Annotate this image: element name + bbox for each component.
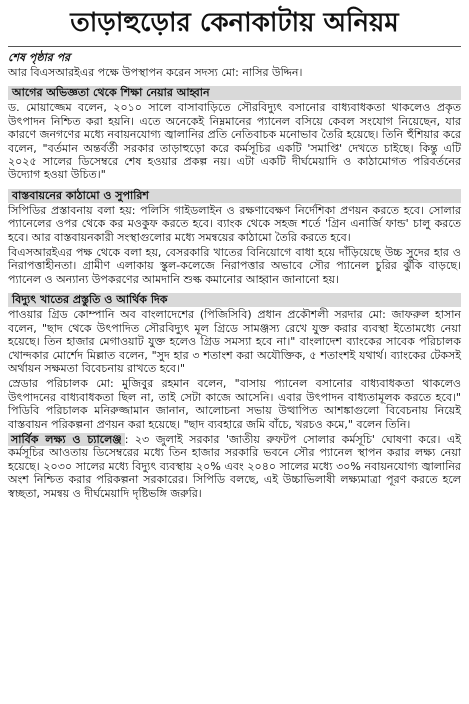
section-lessons (8, 81, 461, 181)
closing-paragraph (8, 433, 461, 500)
article-headline: তাড়াহুড়োর কেনাকাটায় অনিয়ম (70, 8, 399, 38)
section-heading: আগের অভিজ্ঞতা থেকে শিক্ষা নেয়ার আহ্বান (8, 86, 461, 100)
section-heading: বিদ্যুৎ খাতের প্রস্তুতি ও আর্থিক দিক (8, 293, 461, 307)
body-paragraph: ড. মোয়াজ্জেম বলেন, ২০১০ সালে বাসাবাড়িতে সৌরবিদ্যুৎ বসানোর বাধ্যবাধকতা থাকলেও প্রকৃত উৎপাদন নিশ্চিত করা হয়নি। এতে অনেকেই নিম্নমানের প্যানেল বসিয়ে কেবল সংযোগ নিয়েছেন, যার কারণে জনগণের মধ্যে নবায়নযোগ্য জ্বালানির প্রতি নেতিবাচক মনোভাব তৈরি হয়েছে। তিনি হুঁশিয়ার করে বলেন, "বর্তমান অন্তর্বর্তী সরকার তাড়াহুড়ো করে কর্মসূচির একটি 'সমাপ্তি' দেখতে চাইছে। কিন্তু এটি ২০২৫ সালের ডিসেম্বরে শেষ হওয়ার প্রকল্প নয়। এটা একটি দীর্ঘমেয়াদি ও কাঠামোগত পরিবর্তনের উদ্যোগ হওয়া উচিত।" (8, 101, 461, 182)
body-paragraph: সিপিডির প্রস্তাবনায় বলা হয়: পলিসি গাইডলাইন ও রক্ষণাবেক্ষণ নির্দেশিকা প্রণয়ন করতে হবে। সোলার প্যানেলের ওপর থেকে কর মওকুফ করতে হবে। ব্যাংক থেকে সহজ শর্তে 'গ্রিন এনার্জি ফান্ড' চালু করতে হবে। আর বাস্তবায়নকারী সংস্থাগুলোর মধ্যে সমন্বয়ের কাঠামো তৈরি করতে হবে। (8, 203, 461, 244)
headline-divider (8, 46, 461, 47)
section-implementation (8, 184, 461, 286)
body-paragraph: স্রেডার পরিচালক মো: মুজিবুর রহমান বলেন, "বাসায় প্যানেল বসানোর বাধ্যবাধকতা থাকলেও উৎপাদনের বাধ্যবাধকতা ছিল না, তাই সেটা কাজে আসেনি। এবার উৎপাদন বাধ্যতামূলক করতে হবে।" পিডিবি পরিচালক মনিরুজ্জামান জানান, আলোচনা সভায় উত্থাপিত আশঙ্কাগুলো বিবেচনায় নিয়েই বাস্তবায়ন পরিকল্পনা প্রণয়ন করা হয়েছে। "ছাদ ব্যবহারে জমি বাঁচে, খরচও কমে," বলেন তিনি। (8, 377, 461, 431)
continuation-note: শেষ পৃষ্ঠার পর (8, 51, 71, 64)
body-paragraph: বিএসআরইএর পক্ষ থেকে বলা হয়, বেসরকারি খাতের বিনিয়োগে বাধা হয়ে দাঁড়িয়েছে উচ্চ সুদের হার ও নিরাপত্তাহীনতা। গ্রামীণ এলাকায় স্কুল-কলেজে নিরাপত্তার অভাবে সৌর প্যানেল চুরির ঝুঁকি বাড়ছে। প্যানেল ও অন্যান্য উপকরণের আমদানি শুল্ক কমানোর আহ্বান জানানো হয়। (8, 246, 461, 286)
section-heading: বাস্তবায়নের কাঠামো ও সুপারিশ (8, 189, 461, 203)
intro-paragraph: আর বিএসআরইএর পক্ষে উপস্থাপন করেন সদস্য মো: নাসির উদ্দিন। (8, 66, 303, 79)
closing-text: : ২৩ জুলাই সরকার 'জাতীয় রুফটপ সোলার কর্মসূচি' ঘোষণা করে। এই কর্মসূচির আওতায় ডিসেম্বরের মধ্যে তিন হাজার সরকারি ভবনে সৌর প্যানেল স্থাপন করার লক্ষ্য নেয়া হয়েছে। ২০৩০ সালের মধ্যে বিদ্যুৎ ব্যবস্থায় ২০% এবং ২০৪০ সালের মধ্যে ৩০% নবায়নযোগ্য জ্বালানির অংশ নিশ্চিত করার পরিকল্পনা সরকারের। সিপিডি বলছে, এই উচ্চাভিলাষী লক্ষ্যমাত্রা পূরণ করতে হলে স্বচ্ছতা, সমন্বয় ও দীর্ঘমেয়াদি দৃষ্টিভঙ্গি জরুরি। (8, 432, 461, 500)
section-power-sector (8, 288, 461, 431)
closing-lead: সার্বিক লক্ষ্য ও চ্যালেঞ্জ (8, 433, 125, 446)
body-paragraph: পাওয়ার গ্রিড কোম্পানি অব বাংলাদেশের (পিজিসিবি) প্রধান প্রকৌশলী সরদার মো: জাফরুল হাসান বলেন, "ছাদ থেকে উৎপাদিত সৌরবিদ্যুৎ মূল গ্রিডে সামঞ্জস্য রেখে যুক্ত করার ব্যবস্থা ইতোমধ্যে নেয়া হয়েছে। তিন হাজার মেগাওয়াট যুক্ত হলেও গ্রিড সমস্যা হবে না।" বাংলাদেশ ব্যাংকের সাবেক পরিচালক খোন্দকার মোর্শেদ মিল্লাত বলেন, "সুদ হার ৩ শতাংশ করা অযৌক্তিক, ৫ শতাংশই যথার্থ। ব্যাংকের টেকসই অর্থায়ন সক্ষমতা বিবেচনায় রাখতে হবে।" (8, 308, 461, 375)
